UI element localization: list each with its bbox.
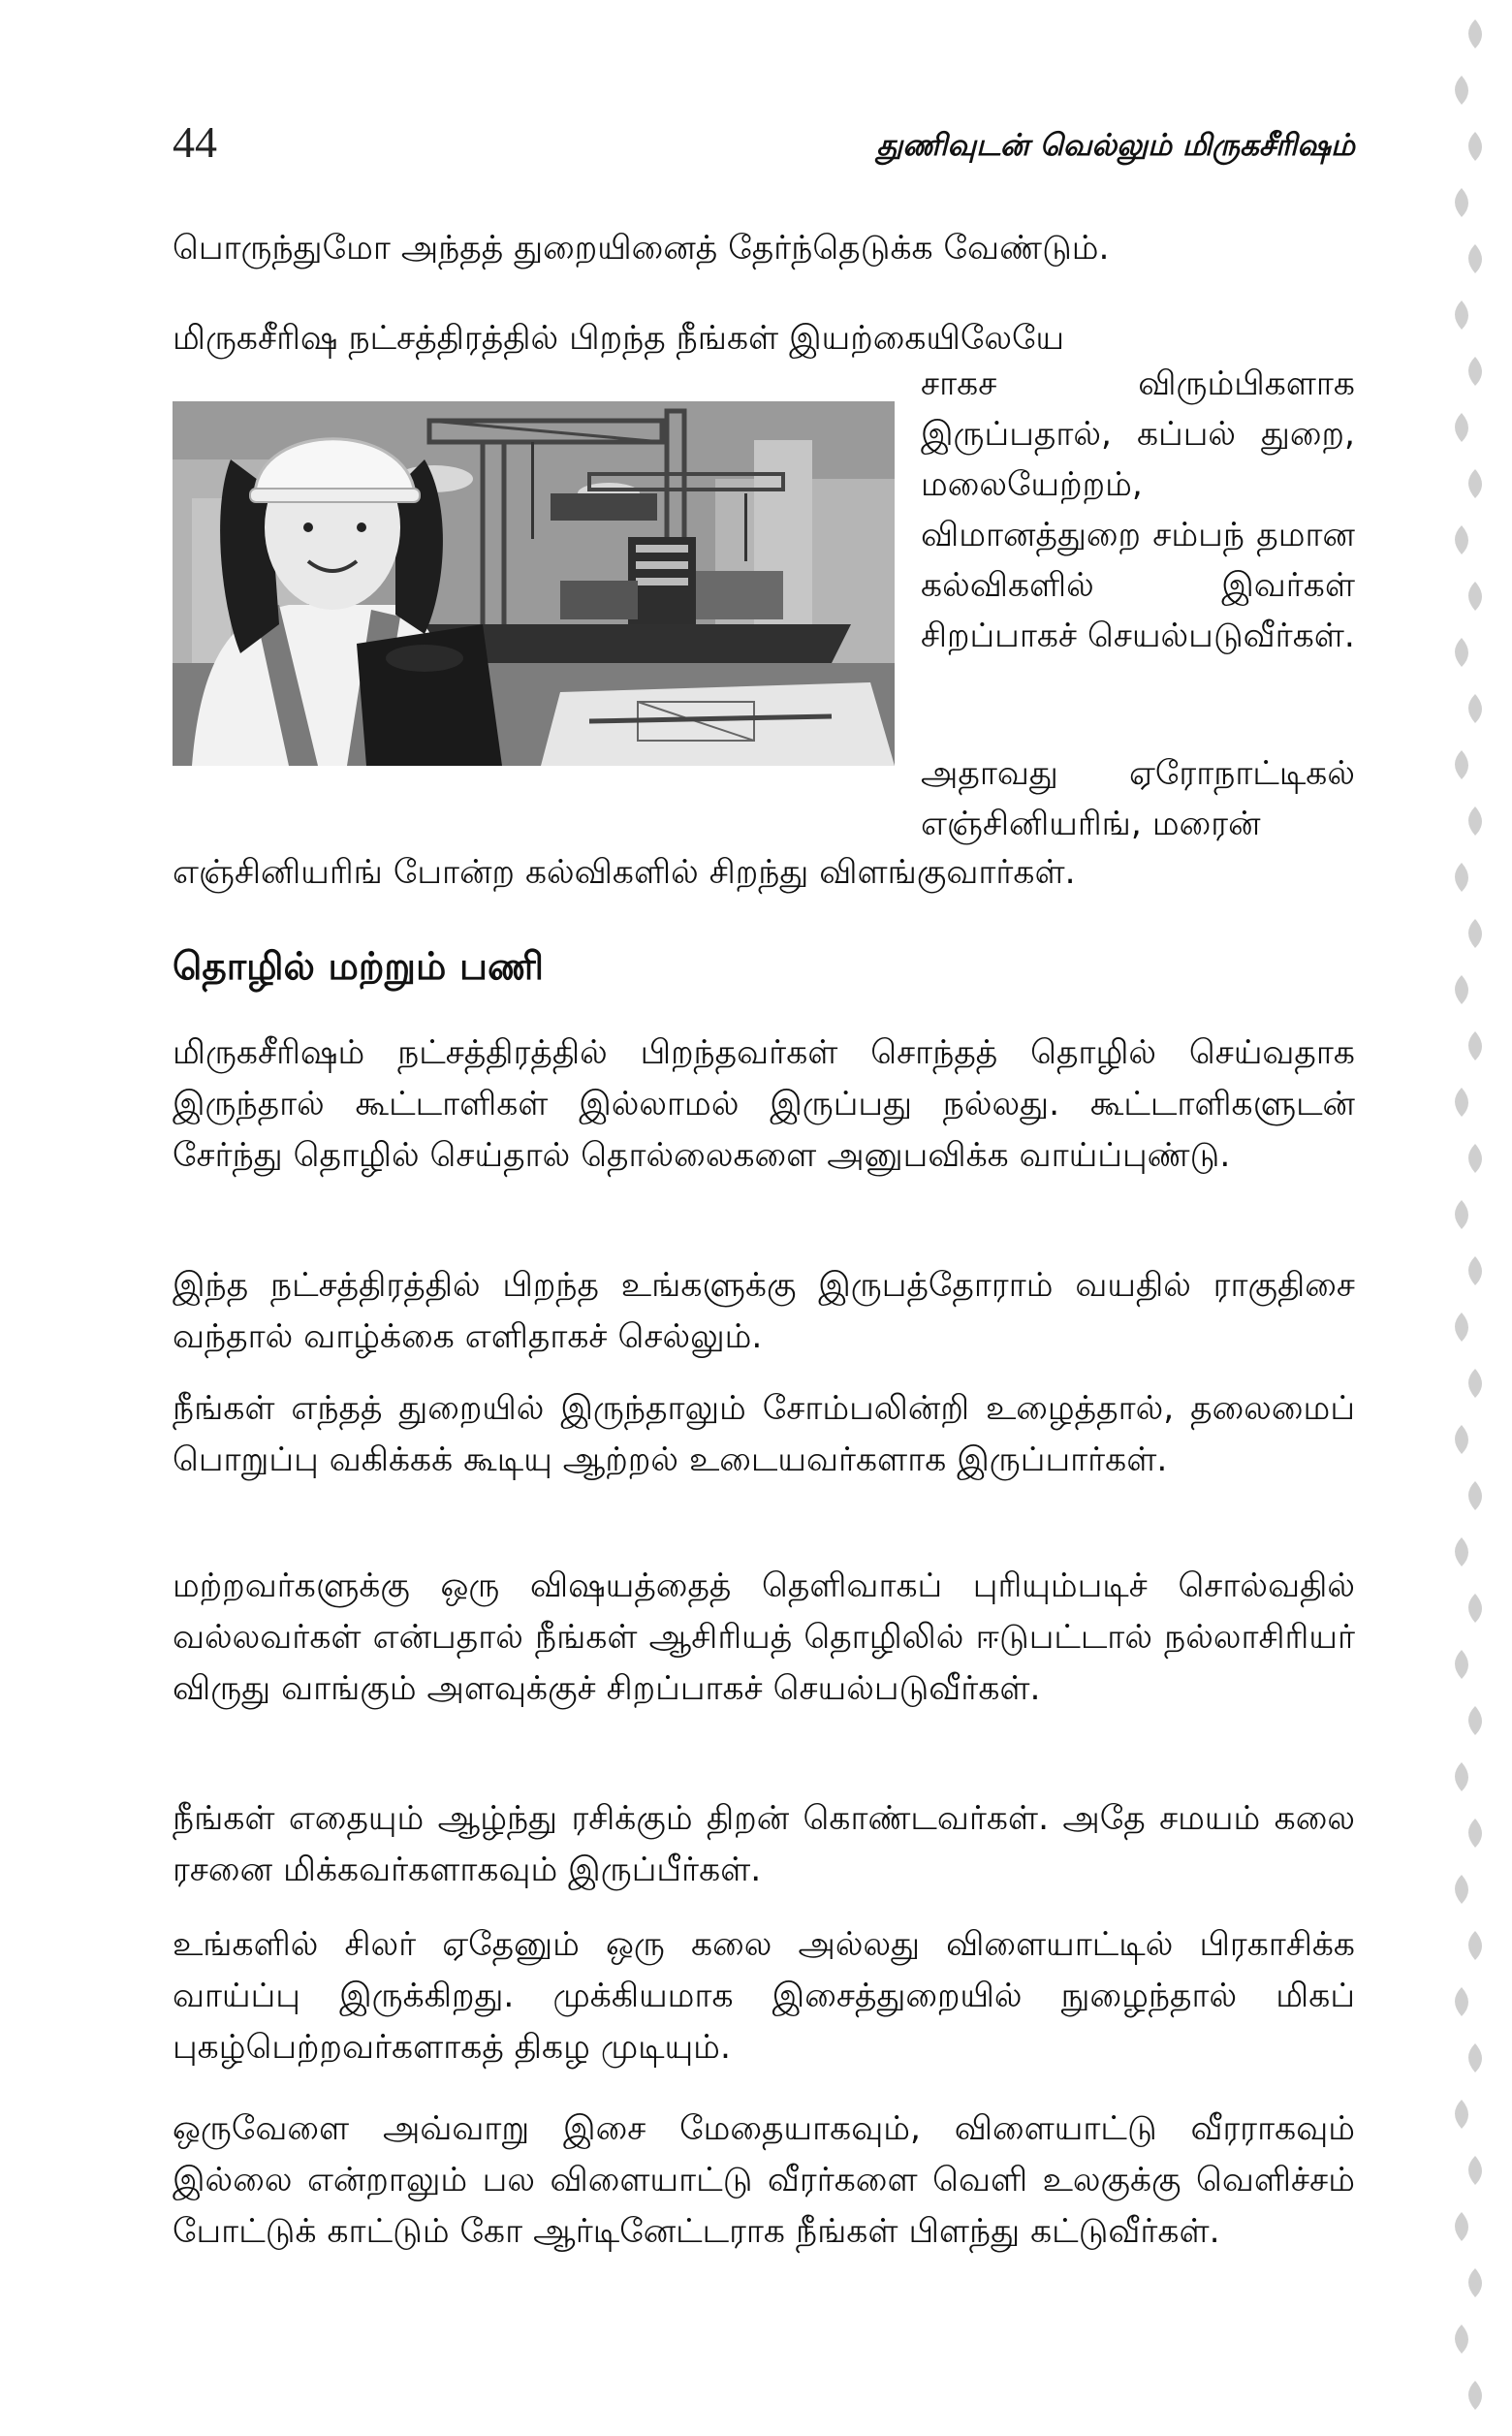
leaf-ornament — [1455, 863, 1468, 892]
leaf-ornament — [1455, 525, 1468, 554]
leaf-ornament — [1455, 1537, 1468, 1566]
section-paragraph-6: உங்களில் சிலர் ஏதேனும் ஒரு கலை அல்லது விளையாட்டில் பிரகாசிக்க வாய்ப்பு இருக்கிறது. முக்கியமாக இசைத்துறையில் நுழைந்தால் மிகப் புகழ்பெற்றவர்களாகத் திகழ முடியும். — [173, 1925, 1355, 2067]
leaf-ornament — [1455, 638, 1468, 667]
wrapped-paragraph: சாகச விரும்பிகளாக இருப்பதால், கப்பல் துறை, மலையேற்றம், விமானத்துறை சம்பந் தமான கல்விகளில் இவர்கள் சிறப்பாகச் செயல்படுவீர்கள். — [921, 364, 1355, 655]
leaf-ornament — [1455, 750, 1468, 779]
section-heading: தொழில் மற்றும் பணி — [173, 945, 544, 989]
intro-line-2: மிருகசீரிஷ நட்சத்திரத்தில் பிறந்த நீங்கள் இயற்கையிலேயே — [173, 319, 1065, 358]
leaf-ornament — [1455, 1762, 1468, 1791]
engineer-illustration — [173, 401, 895, 766]
leaf-ornament — [1455, 1875, 1468, 1904]
leaf-ornament — [1468, 1144, 1482, 1173]
leaf-ornament — [1455, 1088, 1468, 1117]
leaf-ornament — [1468, 1031, 1482, 1060]
leaf-ornament — [1468, 2043, 1482, 2072]
leaf-ornament — [1455, 1313, 1468, 1342]
leaf-ornament — [1455, 2100, 1468, 2129]
section-paragraph-4: மற்றவர்களுக்கு ஒரு விஷயத்தைத் தெளிவாகப் புரியும்படிச் சொல்வதில் வல்லவர்கள் என்பதால் நீங்கள் ஆசிரியத் தொழிலில் ஈடுபட்டால் நல்லாசிரியர் விருது வாங்கும் அளவுக்குச் சிறப்பாகச் செயல்படுவீர்கள். — [173, 1566, 1355, 1708]
leaf-ornament — [1468, 1369, 1482, 1398]
leaf-ornament — [1455, 188, 1468, 217]
leaf-ornament — [1468, 1706, 1482, 1735]
leaf-ornament — [1455, 301, 1468, 330]
decorative-leaf-border — [1425, 0, 1512, 2436]
leaf-ornament — [1468, 357, 1482, 386]
leaf-ornament — [1468, 1256, 1482, 1285]
section-paragraph-7: ஒருவேளை அவ்வாறு இசை மேதையாகவும், விளையாட்டு வீரராகவும் இல்லை என்றாலும் பல விளையாட்டு வீரர்களை வெளி உலகுக்கு வெளிச்சம் போட்டுக் காட்டும் கோ ஆர்டினேட்டராக நீங்கள் பிளந்து கட்டுவீர்கள். — [173, 2109, 1355, 2251]
leaf-ornament — [1455, 413, 1468, 442]
leaf-ornament — [1455, 2212, 1468, 2241]
leaf-ornament — [1468, 244, 1482, 273]
leaf-ornament — [1468, 1931, 1482, 1960]
leaf-ornament — [1468, 1819, 1482, 1848]
leaf-ornament — [1455, 1200, 1468, 1229]
leaf-ornament — [1455, 1650, 1468, 1679]
leaf-ornament — [1468, 19, 1482, 48]
leaf-ornament — [1468, 919, 1482, 948]
section-paragraph-5: நீங்கள் எதையும் ஆழ்ந்து ரசிக்கும் திறன் கொண்டவர்கள். அதே சமயம் கலை ரசனை மிக்கவர்களாகவும் இருப்பீர்கள். — [173, 1799, 1355, 1889]
intro-line-1: பொருந்துமோ அந்தத் துறையினைத் தேர்ந்தெடுக்க வேண்டும். — [173, 229, 1110, 268]
leaf-ornament — [1468, 1481, 1482, 1510]
leaf-ornament — [1455, 2325, 1468, 2354]
leaf-ornament — [1468, 469, 1482, 498]
leaf-ornament — [1455, 975, 1468, 1004]
section-paragraph-3: நீங்கள் எந்தத் துறையில் இருந்தாலும் சோம்பலின்றி உழைத்தால், தலைமைப் பொறுப்பு வகிக்கக் கூடியு ஆற்றல் உடையவர்களாக இருப்பார்கள். — [173, 1389, 1355, 1479]
section-paragraph-1: மிருகசீரிஷம் நட்சத்திரத்தில் பிறந்தவர்கள் சொந்தத் தொழில் செய்வதாக இருந்தால் கூட்டாளிகள் இல்லாமல் இருப்பது நல்லது. கூட்டாளிகளுடன் சேர்ந்து தொழில் செய்தால் தொல்லைகளை அனுபவிக்க வாய்ப்புண்டு. — [173, 1033, 1355, 1175]
aeronautical-line-wrapped: அதாவது ஏரோநாட்டிகல் எஞ்சினியரிங், மரைன் — [921, 754, 1355, 843]
leaf-ornament — [1455, 76, 1468, 105]
leaf-ornament — [1468, 2156, 1482, 2185]
running-title: துணிவுடன் வெல்லும் மிருகசீரிஷம் — [876, 128, 1355, 163]
leaf-ornament — [1468, 132, 1482, 161]
leaf-ornament — [1468, 807, 1482, 836]
leaf-ornament — [1468, 2268, 1482, 2297]
aeronautical-line-full: எஞ்சினியரிங் போன்ற கல்விகளில் சிறந்து விளங்குவார்கள். — [173, 853, 1076, 892]
page-number: 44 — [173, 117, 217, 167]
leaf-ornament — [1468, 582, 1482, 611]
leaf-ornament — [1468, 694, 1482, 723]
leaf-ornament — [1468, 1594, 1482, 1623]
leaf-ornament — [1468, 2381, 1482, 2410]
leaf-ornament — [1455, 1425, 1468, 1454]
section-paragraph-2: இந்த நட்சத்திரத்தில் பிறந்த உங்களுக்கு இருபத்தோராம் வயதில் ராகுதிசை வந்தால் வாழ்க்கை எளிதாகச் செல்லும். — [173, 1266, 1355, 1356]
leaf-ornament — [1455, 1987, 1468, 2016]
